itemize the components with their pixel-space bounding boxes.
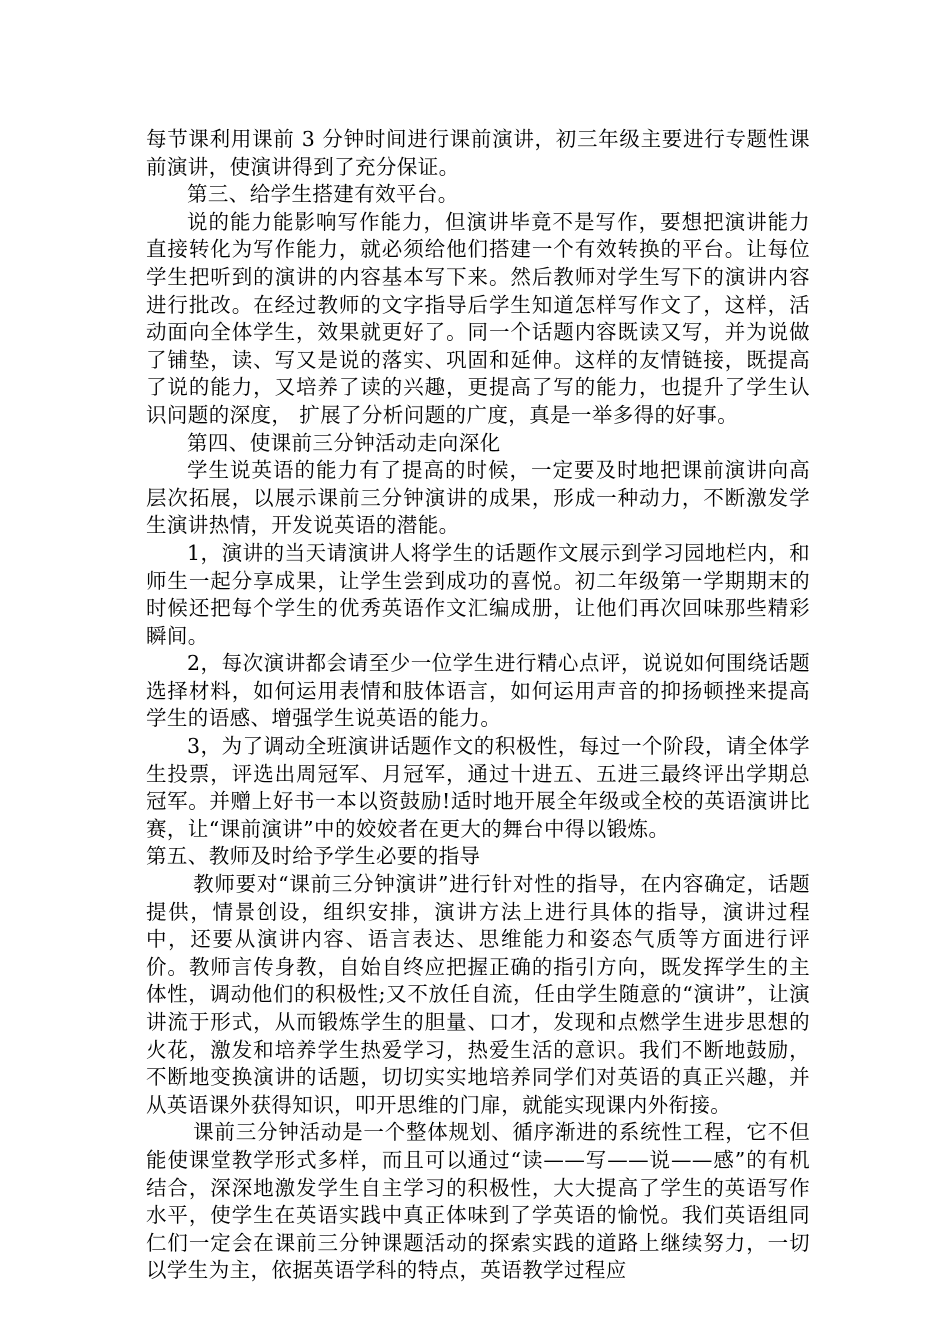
- paragraph-conclusion: 课前三分钟活动是一个整体规划、循序渐进的系统性工程，它不但能使课堂教学形式多样，而且可以通过“读——写——说——感”的有机结合，深深地激发学生自主学习的积极性，大大提高了学生的英语写作水平，使学生在英语实践中真正体味到了学英语的愉悦。我们英语组同仁们一定会在课前三分钟课题活动的探索实践的道路上继续努力，一切以学生为主，依据英语学科的特点，英语教学过程应: [146, 1120, 810, 1283]
- heading-section-five: 第五、教师及时给予学生必要的指导: [146, 844, 481, 869]
- paragraph-section-three: 说的能力能影响写作能力，但演讲毕竟不是写作，要想把演讲能力直接转化为写作能力，就必须给他们搭建一个有效转换的平台。让每位学生把听到的演讲的内容基本写下来。然后教师对学生写下的演讲内容进行批改。在经过教师的文字指导后学生知道怎样写作文了，这样，活动面向全体学生，效果就更好了。同一个话题内容既读又写，并为说做了铺垫，读、写又是说的落实、巩固和延伸。这样的友情链接，既提高了说的能力，又培养了读的兴趣，更提高了写的能力，也提升了学生认识问题的深度， 扩展了分析问题的广度，真是一举多得的好事。: [146, 209, 810, 427]
- heading-section-three: 第三、给学生搭建有效平台。: [187, 182, 459, 207]
- paragraph-item-two: 2，每次演讲都会请至少一位学生进行精心点评，说说如何围绕话题选择材料，如何运用表情和肢体语言，如何运用声音的抑扬顿挫来提高学生的语感、增强学生说英语的能力。: [146, 651, 810, 731]
- heading-section-four: 第四、使课前三分钟活动走向深化: [187, 430, 501, 455]
- paragraph-section-five: 教师要对“课前三分钟演讲”进行针对性的指导，在内容确定，话题提供，情景创设，组织安排，演讲方法上进行具体的指导，演讲过程中，还要从演讲内容、语言表达、思维能力和姿态气质等方面进行评价。教师言传身教，自始自终应把握正确的指引方向，既发挥学生的主体性，调动他们的积极性;又不放任自流，任由学生随意的“演讲”，让演讲流于形式，从而锻炼学生的胆量、口才，发现和点燃学生进步思想的火花，激发和培养学生热爱学习，热爱生活的意识。我们不断地鼓励，不断地变换演讲的话题，切切实实地培养同学们对英语的真正兴趣，并从英语课外获得知识，叩开思维的门扉，就能实现课内外衔接。: [146, 872, 810, 1117]
- paragraph-intro: 每节课利用课前 3 分钟时间进行课前演讲，初三年级主要进行专题性课前演讲，使演讲得到了充分保证。: [146, 127, 810, 179]
- document-page: [146, 126, 810, 1285]
- paragraph-item-one: 1，演讲的当天请演讲人将学生的话题作文展示到学习园地栏内，和师生一起分享成果，让学生尝到成功的喜悦。初二年级第一学期期末的时候还把每个学生的优秀英语作文汇编成册，让他们再次回味那些精彩瞬间。: [146, 540, 810, 648]
- paragraph-section-four: 学生说英语的能力有了提高的时候，一定要及时地把课前演讲向高层次拓展，以展示课前三分钟演讲的成果，形成一种动力，不断激发学生演讲热情，开发说英语的潜能。: [146, 458, 810, 538]
- paragraph-item-three: 3，为了调动全班演讲话题作文的积极性，每过一个阶段，请全体学生投票，评选出周冠军、月冠军，通过十进五、五进三最终评出学期总冠军。并赠上好书一本以资鼓励!适时地开展全年级或全校的英语演讲比赛，让“课前演讲”中的姣姣者在更大的舞台中得以锻炼。: [146, 734, 810, 841]
